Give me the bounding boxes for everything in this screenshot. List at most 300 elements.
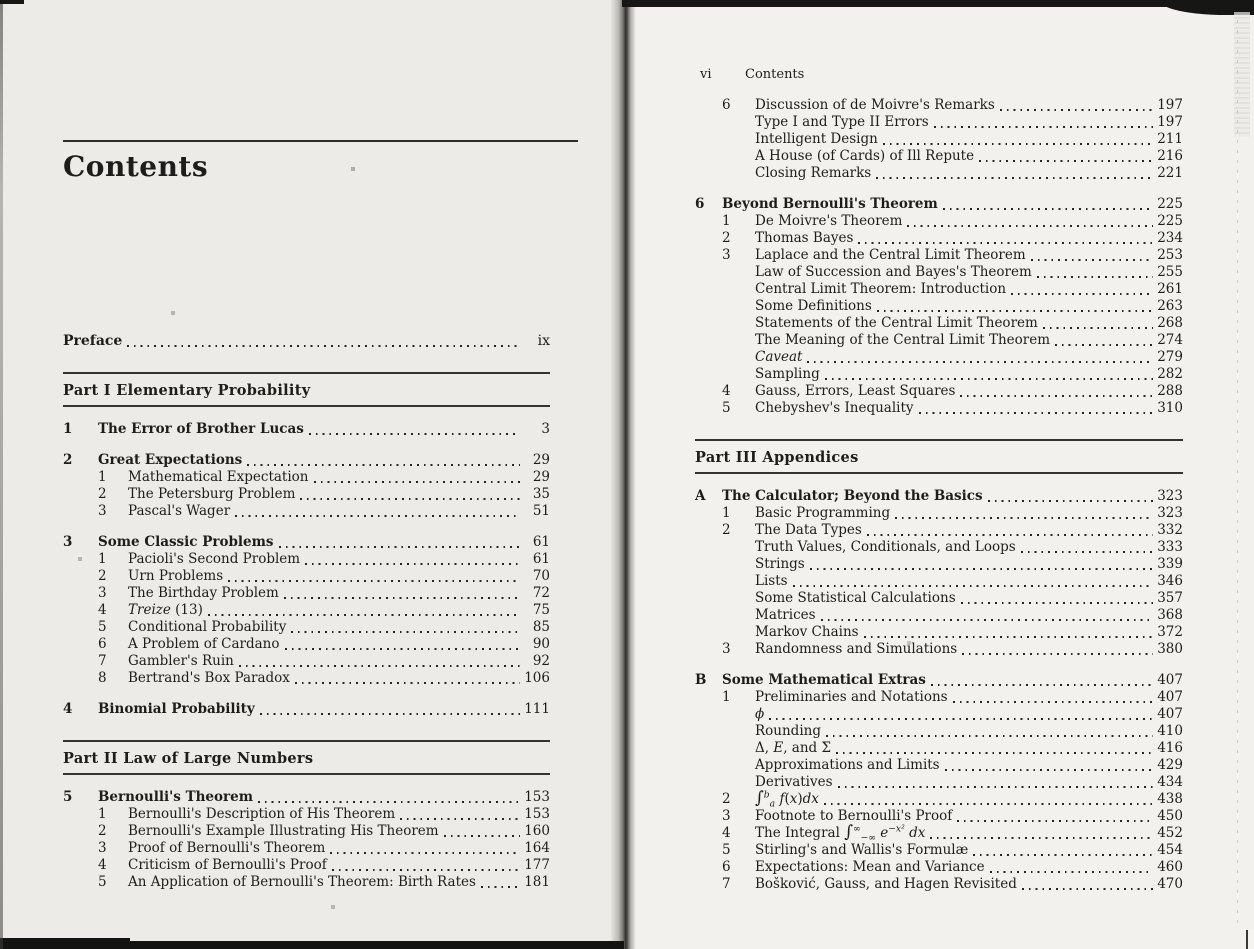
entry-label: Derivatives (755, 774, 833, 790)
toc-entry (63, 789, 550, 806)
page-number: 357 (1157, 590, 1183, 606)
entry-number: 4 (722, 825, 731, 841)
entry-number: 1 (722, 505, 731, 521)
leader-dots (1038, 315, 1156, 332)
leader-dots (853, 230, 1156, 247)
label-segment: −x² (888, 823, 905, 835)
page-number: 407 (1157, 689, 1183, 705)
toc-entry (63, 421, 550, 438)
toc-entry (63, 823, 550, 840)
leader-dots (274, 534, 523, 551)
entry-label: Some Definitions (755, 298, 872, 314)
toc-entry (63, 534, 550, 551)
leader-dots (802, 349, 1156, 366)
leader-dots (948, 689, 1156, 706)
entry-label: Footnote to Bernoulli's Proof (755, 808, 953, 824)
page-number: 450 (1157, 808, 1183, 824)
leader-dots (983, 488, 1156, 505)
leader-dots (831, 740, 1156, 757)
entry-label: Beyond Bernoulli's Theorem (722, 196, 938, 212)
toc-entry (695, 148, 1183, 165)
leader-dots (1050, 332, 1156, 349)
entry-number: 2 (98, 486, 107, 502)
leader-dots (325, 840, 523, 857)
toc-entry (63, 551, 550, 568)
page-number: 29 (532, 452, 550, 468)
toc-entry (695, 332, 1183, 349)
toc-group (63, 701, 550, 718)
toc-blocks (695, 97, 1183, 893)
page-number: 211 (1157, 131, 1183, 147)
leader-dots (957, 641, 1156, 658)
toc-entry (63, 568, 550, 585)
page-number: 61 (532, 534, 550, 550)
entry-label: Gauss, Errors, Least Squares (755, 383, 956, 399)
leader-dots (890, 505, 1156, 522)
entry-label: Binomial Probability (98, 701, 255, 717)
entry-number: 6 (98, 636, 107, 652)
entry-number: 1 (63, 421, 73, 437)
leader-dots (926, 672, 1156, 689)
toc-entry (695, 97, 1183, 114)
page-number: 434 (1157, 774, 1183, 790)
toc-entry (695, 590, 1183, 607)
page-number: 339 (1157, 556, 1183, 572)
entry-label: The Data Types (755, 522, 862, 538)
entry-label (755, 821, 926, 844)
entry-number: 3 (722, 641, 731, 657)
toc-entry (695, 298, 1183, 315)
page-number: 372 (1157, 624, 1183, 640)
entry-number: 7 (722, 876, 731, 892)
leader-dots (234, 653, 523, 670)
page-number: 333 (1157, 539, 1183, 555)
leader-dots (1016, 539, 1156, 556)
leader-dots (878, 131, 1156, 148)
leader-dots (871, 165, 1156, 182)
toc-group (63, 421, 550, 438)
entry-number: 5 (722, 400, 731, 416)
page-number: 197 (1157, 97, 1183, 113)
entry-label: The Calculator; Beyond the Basics (722, 488, 983, 504)
label-segment: The Integral (755, 825, 845, 841)
toc-entry (695, 505, 1183, 522)
page-number: 106 (524, 670, 550, 686)
header-title: Contents (745, 67, 805, 82)
entry-label: Pacioli's Second Problem (128, 551, 301, 567)
label-segment: Treize (128, 602, 171, 618)
entry-number: 3 (722, 247, 731, 263)
right-page-content (695, 60, 1183, 893)
page-number: 279 (1157, 349, 1183, 365)
toc-entry (695, 706, 1183, 723)
toc-entry (695, 757, 1183, 774)
leader-dots (304, 421, 523, 438)
toc-entry (695, 689, 1183, 706)
label-segment: Caveat (755, 349, 803, 365)
toc-entry (695, 165, 1183, 182)
leader-dots (805, 556, 1156, 573)
toc-entry (695, 114, 1183, 131)
leader-dots (956, 590, 1156, 607)
leader-dots (223, 568, 523, 585)
leader-dots (938, 196, 1156, 213)
leader-dots (295, 486, 523, 503)
toc-entry (695, 230, 1183, 247)
toc-group (63, 534, 550, 687)
page-number: 70 (532, 568, 550, 584)
toc-entry (695, 539, 1183, 556)
entry-number: 2 (722, 230, 731, 246)
label-segment: f (779, 791, 785, 807)
entry-label: Matrices (755, 607, 816, 623)
toc-entry (63, 874, 550, 891)
toc-entry (695, 842, 1183, 859)
entry-number: 4 (98, 602, 107, 618)
label-segment: ∞ (852, 823, 861, 835)
leader-dots (203, 602, 523, 619)
entry-number: 2 (98, 568, 107, 584)
entry-number: 5 (98, 619, 107, 635)
page-number: 61 (532, 551, 550, 567)
label-segment: ∫ (755, 787, 764, 807)
entry-number: 2 (722, 522, 731, 538)
page-number: 253 (1157, 247, 1183, 263)
leader-dots (821, 723, 1156, 740)
entry-label: Central Limit Theorem: Introduction (755, 281, 1007, 297)
leader-dots (995, 97, 1156, 114)
toc-entry (695, 131, 1183, 148)
leader-dots (902, 213, 1156, 230)
page-number: 225 (1157, 213, 1183, 229)
toc-entry (695, 366, 1183, 383)
page-number: 416 (1157, 740, 1183, 756)
page-number: 438 (1157, 791, 1183, 807)
page-number: 274 (1157, 332, 1183, 348)
entry-number: 3 (63, 534, 73, 550)
entry-label: Some Mathematical Extras (722, 672, 926, 688)
toc-entry (695, 315, 1183, 332)
leader-dots (1032, 264, 1156, 281)
toc-entry (695, 213, 1183, 230)
entry-label: Sampling (755, 366, 820, 382)
leader-dots (764, 706, 1156, 723)
book-page-right (622, 0, 1254, 949)
page-number: 164 (524, 840, 550, 856)
toc-entry (63, 452, 550, 469)
leader-dots (872, 298, 1156, 315)
entry-label: Preface (63, 333, 123, 349)
leader-dots (309, 469, 524, 486)
entry-label: A Problem of Cardano (128, 636, 280, 652)
entry-label: Bernoulli's Theorem (98, 789, 254, 805)
page-number: 310 (1157, 400, 1183, 416)
label-segment: x (789, 791, 798, 807)
part-heading (63, 740, 550, 775)
leader-dots (788, 573, 1156, 590)
entry-label: De Moivre's Theorem (755, 213, 903, 229)
entry-number: 5 (98, 874, 107, 890)
label-segment: dx (909, 825, 926, 841)
toc-entry (695, 196, 1183, 213)
entry-number: 5 (722, 842, 731, 858)
page-number: 407 (1157, 706, 1183, 722)
entry-label: The Petersburg Problem (128, 486, 296, 502)
toc-group (695, 196, 1183, 417)
entry-label: Preliminaries and Notations (755, 689, 948, 705)
leader-dots (255, 701, 523, 718)
leader-dots (925, 825, 1156, 842)
leader-dots (253, 789, 523, 806)
label-segment: ) (797, 791, 803, 807)
entry-label: The Error of Brother Lucas (98, 421, 304, 437)
leader-dots (940, 757, 1156, 774)
toc-title: Contents (63, 150, 209, 183)
leader-dots (290, 670, 523, 687)
page-number: 221 (1157, 165, 1183, 181)
entry-label: Proof of Bernoulli's Theorem (128, 840, 326, 856)
toc-entry (695, 264, 1183, 281)
leader-dots (968, 842, 1156, 859)
page-number: 470 (1157, 876, 1183, 892)
entry-number: 1 (98, 806, 107, 822)
entry-label (755, 349, 802, 366)
page-number: 261 (1157, 281, 1183, 297)
entry-number: 6 (722, 97, 731, 113)
label-segment: −∞ (860, 832, 876, 844)
toc-entry (695, 723, 1183, 740)
leader-dots (820, 366, 1156, 383)
page-number: 177 (524, 857, 550, 873)
toc-entry (63, 619, 550, 636)
entry-label: Bertrand's Box Paradox (128, 670, 290, 686)
entry-label: Randomness and Simulations (755, 641, 958, 657)
entry-number: 5 (63, 789, 73, 805)
entry-number: 3 (98, 840, 107, 856)
leader-dots (914, 400, 1156, 417)
toc-entry (695, 624, 1183, 641)
entry-label: Statements of the Central Limit Theorem (755, 315, 1038, 331)
entry-label: Gambler's Ruin (128, 653, 234, 669)
toc-entry (63, 653, 550, 670)
label-segment: dx (802, 791, 819, 807)
leader-dots (242, 452, 523, 469)
entry-label: Law of Succession and Bayes's Theorem (755, 264, 1032, 280)
entry-label: An Application of Bernoulli's Theorem: Birth Rates (128, 874, 476, 890)
label-segment: (13) (170, 602, 203, 618)
page-number: 197 (1157, 114, 1183, 130)
leader-dots (974, 148, 1156, 165)
page-number: 35 (532, 486, 550, 502)
page-number: 454 (1157, 842, 1183, 858)
entry-number: A (695, 488, 706, 504)
toc-entry (695, 573, 1183, 590)
page-header (695, 66, 1183, 83)
toc-entry (63, 806, 550, 823)
entry-label: Basic Programming (755, 505, 891, 521)
label-segment: a (769, 798, 776, 810)
part-label: Part III Appendices (695, 449, 859, 466)
entry-label: Criticism of Bernoulli's Proof (128, 857, 327, 873)
page-number: 282 (1157, 366, 1183, 382)
page-number: 92 (532, 653, 550, 669)
page-number: 75 (532, 602, 550, 618)
leader-dots (929, 114, 1156, 131)
entry-label (128, 602, 203, 619)
leader-dots (122, 333, 523, 350)
page-number: 234 (1157, 230, 1183, 246)
entry-label: Rounding (755, 723, 821, 739)
toc-entry (695, 281, 1183, 298)
title-rule (63, 140, 578, 142)
entry-label: A House (of Cards) of Ill Repute (755, 148, 975, 164)
page-number: 323 (1157, 488, 1183, 504)
entry-number: 3 (722, 808, 731, 824)
label-segment: , and Σ (783, 740, 832, 756)
toc-entry (695, 774, 1183, 791)
label-segment: ϕ (755, 706, 765, 722)
leader-dots (327, 857, 523, 874)
entry-label: Bernoulli's Description of His Theorem (128, 806, 396, 822)
entry-number: 2 (722, 791, 731, 807)
toc-group (695, 97, 1183, 182)
entry-label: Chebyshev's Inequality (755, 400, 914, 416)
toc-entry (63, 585, 550, 602)
label-segment: b (763, 789, 770, 801)
leader-dots (1026, 247, 1156, 264)
entry-number: 4 (63, 701, 73, 717)
toc-group (695, 672, 1183, 893)
page-number: 332 (1157, 522, 1183, 538)
entry-number: 2 (98, 823, 107, 839)
page-number: 153 (524, 789, 550, 805)
page-number: 263 (1157, 298, 1183, 314)
toc-entry (695, 641, 1183, 658)
page-number: 368 (1157, 607, 1183, 623)
toc-entry (695, 672, 1183, 689)
entry-label: Markov Chains (755, 624, 859, 640)
page-number: 410 (1157, 723, 1183, 739)
entry-number: 4 (722, 383, 731, 399)
part-heading (695, 439, 1183, 474)
entry-label (755, 706, 764, 723)
entry-label: Great Expectations (98, 452, 243, 468)
toc-entry (695, 522, 1183, 539)
entry-label: Some Statistical Calculations (755, 590, 956, 606)
entry-label: Closing Remarks (755, 165, 872, 181)
page-number: 288 (1157, 383, 1183, 399)
entry-label: Some Classic Problems (98, 534, 274, 550)
toc-entry (695, 876, 1183, 893)
entry-number: 7 (98, 653, 107, 669)
entry-label: Strings (755, 556, 805, 572)
entry-label: Intelligent Design (755, 131, 878, 147)
toc-group (63, 789, 550, 891)
page-number: 153 (524, 806, 550, 822)
toc-entry (63, 840, 550, 857)
toc-group (695, 488, 1183, 658)
toc-entry (63, 503, 550, 520)
toc-entry (695, 400, 1183, 417)
part-label: Part I Elementary Probability (63, 382, 311, 399)
entry-label: Truth Values, Conditionals, and Loops (755, 539, 1016, 555)
entry-number: 3 (98, 585, 107, 601)
entry-number: 3 (98, 503, 107, 519)
toc-entry (695, 383, 1183, 400)
toc-entry (695, 787, 1183, 810)
entry-label: Stirling's and Wallis's Formulæ (755, 842, 969, 858)
toc-entry (695, 821, 1183, 844)
page-number: 181 (524, 874, 550, 890)
leader-dots (819, 791, 1156, 808)
entry-label: Urn Problems (128, 568, 224, 584)
label-segment: E (773, 740, 784, 756)
toc-entry (695, 247, 1183, 264)
entry-label: Expectations: Mean and Variance (755, 859, 985, 875)
entry-number: 6 (695, 196, 705, 212)
entry-number: 6 (722, 859, 731, 875)
label-segment: Δ, (755, 740, 774, 756)
page-number: 216 (1157, 148, 1183, 164)
toc-entry (63, 486, 550, 503)
entry-number: 1 (98, 551, 107, 567)
leader-dots (230, 503, 523, 520)
entry-number: 1 (722, 213, 731, 229)
leader-dots (985, 859, 1156, 876)
left-page-content (63, 140, 550, 891)
toc-entry (63, 670, 550, 687)
toc-entry (695, 488, 1183, 505)
page-number: 407 (1157, 672, 1183, 688)
leader-dots (1006, 281, 1156, 298)
page-number: 90 (532, 636, 550, 652)
page-number: 111 (524, 701, 550, 717)
book-page-left (0, 0, 622, 949)
part-label: Part II Law of Large Numbers (63, 750, 314, 767)
entry-number: B (695, 672, 707, 688)
toc-blocks (63, 372, 550, 891)
entry-label: Discussion of de Moivre's Remarks (755, 97, 995, 113)
toc-entry (695, 808, 1183, 825)
leader-dots (395, 806, 523, 823)
label-segment: ∫ (844, 821, 853, 841)
page-number: 380 (1157, 641, 1183, 657)
leader-dots (280, 636, 523, 653)
leader-dots (286, 619, 523, 636)
toc-entry (695, 556, 1183, 573)
leader-dots (952, 808, 1156, 825)
toc-entry (63, 636, 550, 653)
leader-dots (816, 607, 1156, 624)
entry-label (755, 740, 831, 757)
entry-label: Conditional Probability (128, 619, 287, 635)
leader-dots (439, 823, 523, 840)
entry-label (755, 787, 819, 810)
entry-label: Bošković, Gauss, and Hagen Revisited (755, 876, 1017, 892)
leader-dots (1017, 876, 1156, 893)
page-number: 452 (1157, 825, 1183, 841)
toc-entry (695, 859, 1183, 876)
label-segment: e (880, 825, 889, 841)
entry-label: Thomas Bayes (755, 230, 854, 246)
page-number: 3 (541, 421, 550, 437)
toc-group (63, 452, 550, 520)
entry-number: 1 (722, 689, 731, 705)
toc-entry (63, 469, 550, 486)
toc-entry (63, 701, 550, 718)
page-number: 85 (532, 619, 550, 635)
entry-label: Type I and Type II Errors (755, 114, 929, 130)
